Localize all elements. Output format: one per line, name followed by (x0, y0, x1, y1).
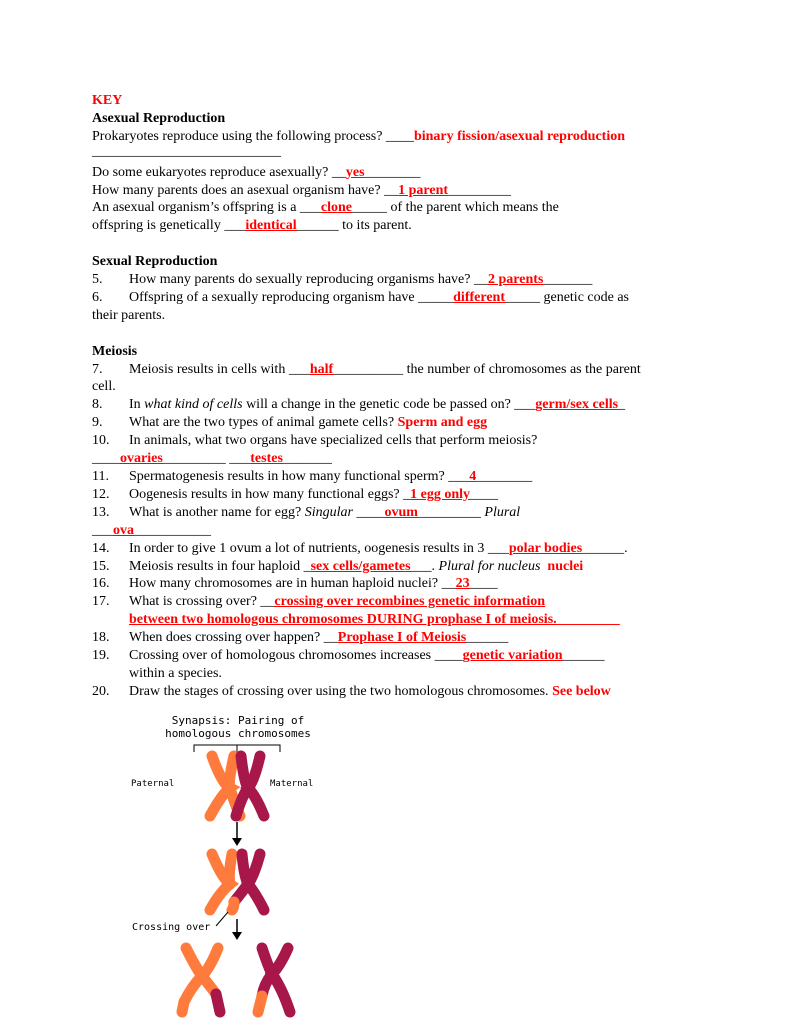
question-12: 12. Oogenesis results in how many functional eggs? _1 egg only____ (92, 486, 499, 502)
answer: germ/sex cells (535, 397, 619, 413)
question-7: 7. Meiosis results in cells with ___half__________ the number of chromosomes as the parent (92, 361, 641, 377)
question-19: 19. Crossing over of homologous chromosomes increases ____genetic variation______ (92, 648, 605, 664)
key-label: KEY (92, 93, 123, 108)
meiosis-heading: Meiosis (92, 343, 138, 359)
question-13: 13. What is another name for egg? Singular ____ovum_________ Plural (92, 504, 521, 520)
synapsis-label-line2: homologous chromosomes (165, 727, 311, 740)
maternal-chromosome-stage3 (258, 948, 290, 1012)
sexual-heading: Sexual Reproduction (92, 254, 218, 270)
answer: between two homologous chromosomes DURING prophase I of meiosis. (129, 612, 557, 628)
question-14: 14. In order to give 1 ovum a lot of nutrients, oogenesis results in 3 ___polar bodies______. (92, 540, 628, 556)
question-13-cont: ___ova___________ (92, 522, 211, 538)
spacer (92, 235, 722, 253)
question-6: 6. Offspring of a sexually reproducing organism have _____different_____ genetic code as (92, 289, 629, 305)
answer: nuclei (547, 558, 584, 574)
crossover-segment (232, 902, 234, 910)
question-18: 18. When does crossing over happen? __Prophase I of Meiosis______ (92, 630, 509, 646)
bracket (194, 745, 280, 752)
answer: 1 egg only (410, 486, 471, 502)
answer: testes (250, 451, 283, 467)
question-17-cont: between two homologous chromosomes DURING prophase I of meiosis._________ (129, 612, 620, 628)
question-5: 5. How many parents do sexually reproducing organisms have? __2 parents_______ (92, 272, 593, 288)
question-asexual-4: An asexual organism’s offspring is a ___clone_____ of the parent which means the (92, 200, 559, 216)
answer: clone (320, 200, 353, 216)
question-6-cont: their parents. (92, 307, 166, 323)
answer: 1 parent (398, 182, 449, 198)
question-17: 17. What is crossing over? __crossing over recombines genetic information (92, 594, 546, 610)
question-20: 20. Draw the stages of crossing over using the two homologous chromosomes. See below (92, 683, 611, 699)
answer: yes (345, 164, 365, 180)
question-asexual-4-cont: offspring is genetically ___identical______ to its parent. (92, 218, 412, 234)
answer: crossing over recombines genetic information (274, 594, 546, 610)
answer: 4 (469, 468, 477, 484)
answer: See below (552, 683, 611, 699)
paternal-label: Paternal (131, 779, 175, 789)
blank-line: ___________________________ (92, 143, 281, 159)
answer: genetic variation (462, 648, 563, 664)
answer: different (453, 289, 505, 305)
question-19-cont: within a species. (129, 665, 222, 681)
question-10: 10. In animals, what two organs have specialized cells that perform meiosis? (92, 433, 538, 449)
question-15: 15. Meiosis results in four haploid _sex cells/gametes___. Plural for nucleus nuclei (92, 558, 584, 574)
question-16: 16. How many chromosomes are in human haploid nuclei? __23____ (92, 576, 498, 592)
crossing-over-diagram (130, 712, 350, 1024)
maternal-label: Maternal (270, 779, 314, 789)
question-asexual-3: How many parents does an asexual organism have? __1 parent_________ (92, 182, 512, 198)
answer: polar bodies (508, 540, 583, 556)
down-arrow-icon (232, 822, 242, 846)
question-10-answer: ____ovaries_________ ___testes_______ (92, 451, 332, 467)
synapsis-label-line1: Synapsis: Pairing of (171, 714, 305, 727)
crossing-over-figure (130, 712, 350, 1024)
answer: half (309, 361, 334, 377)
answer: Sperm and egg (397, 415, 488, 431)
question-asexual-1: Prokaryotes reproduce using the following process? ____binary fission/asexual reproduction (92, 128, 626, 144)
answer: identical (245, 218, 297, 234)
answer: 2 parents (488, 272, 544, 288)
question-9: 9. What are the two types of animal gamete cells? Sperm and egg (92, 415, 488, 431)
question-7-cont: cell. (92, 379, 116, 395)
answer: 23 (455, 576, 470, 592)
paternal-chromosome-stage3 (182, 948, 220, 1012)
worksheet (92, 92, 722, 701)
down-arrow-icon (232, 919, 242, 940)
spacer (92, 325, 722, 343)
answer: ova (113, 522, 134, 538)
answer: Prophase I of Meiosis (337, 630, 467, 646)
question-11: 11. Spermatogenesis results in how many functional sperm? ___4________ (92, 468, 533, 484)
label-pointer (216, 912, 228, 926)
question-asexual-2: Do some eukaryotes reproduce asexually? __yes________ (92, 164, 421, 180)
crossing-over-label: Crossing over (132, 922, 211, 933)
question-8: 8. In what kind of cells will a change in the genetic code be passed on? ___germ/sex cells_ (92, 397, 626, 413)
maternal-chromosome-stage1 (236, 756, 264, 816)
answer: ovum (384, 504, 418, 520)
answer: binary fission/asexual reproduction (413, 128, 626, 144)
answer: sex cells/gametes (310, 558, 411, 574)
answer: ovaries (120, 451, 163, 467)
asexual-heading: Asexual Reproduction (92, 110, 226, 126)
